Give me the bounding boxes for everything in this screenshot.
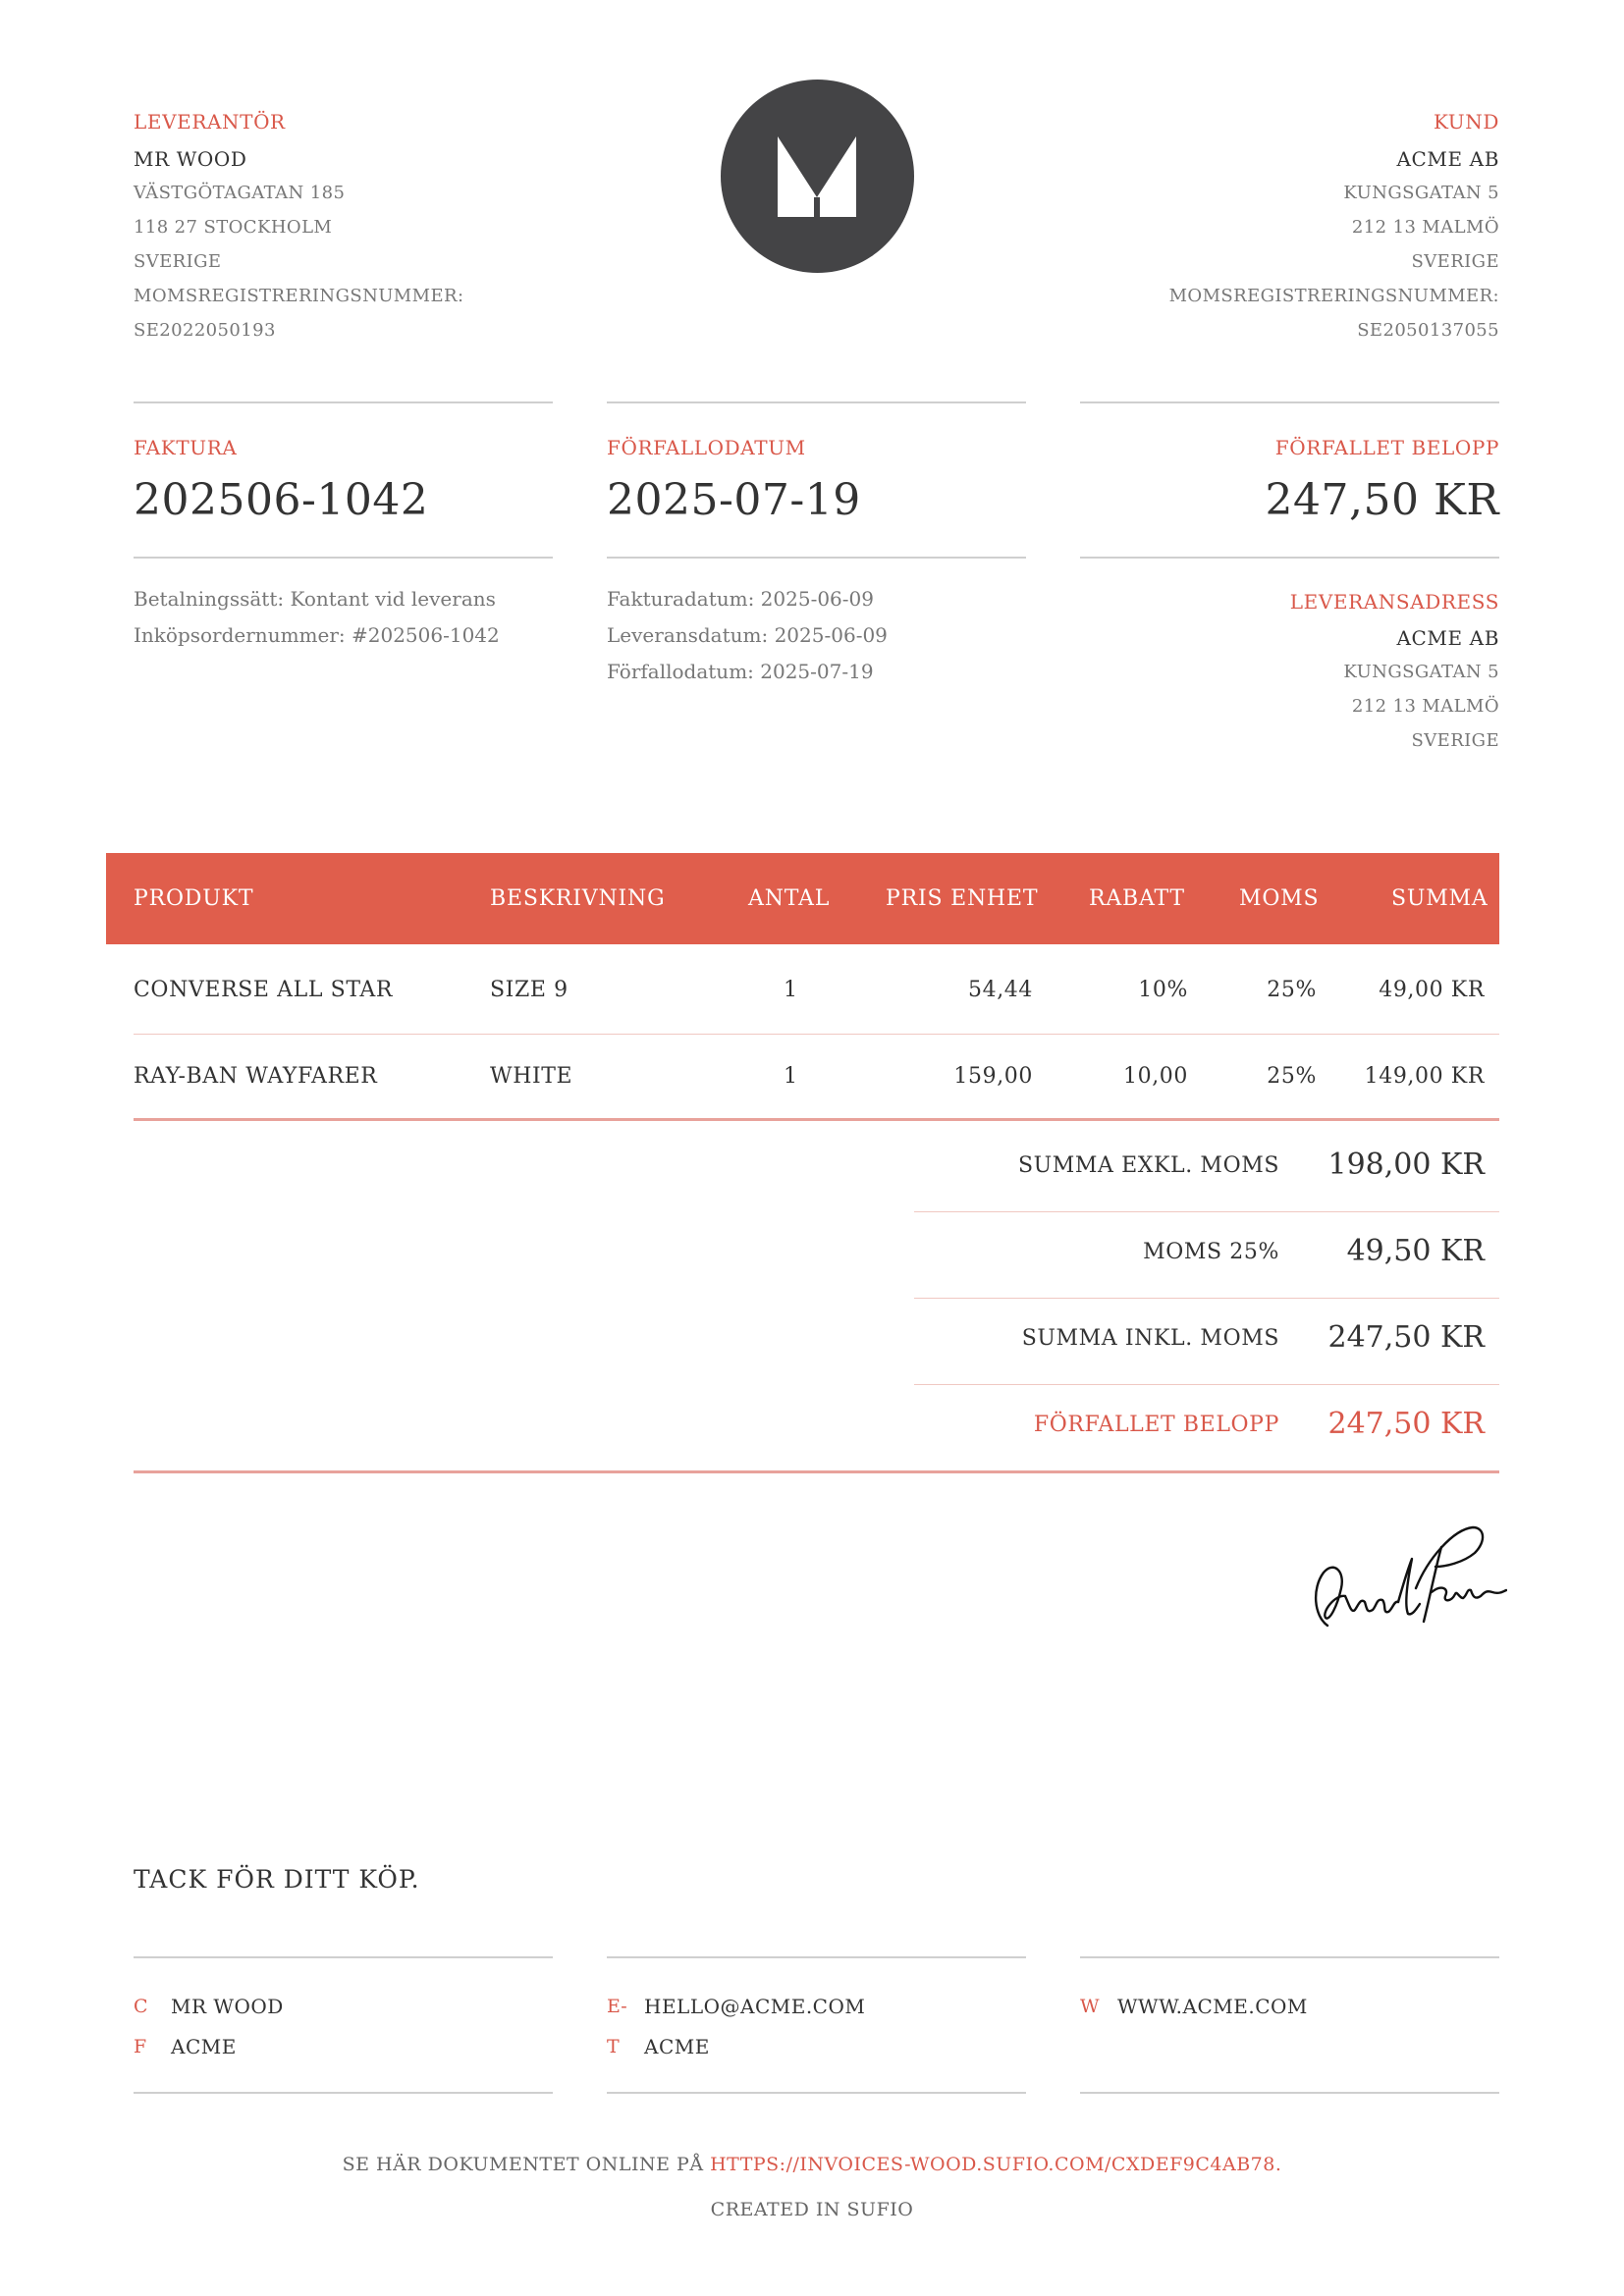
supplier-vat: SE2022050193: [134, 320, 276, 341]
contact-f-value: ACME: [171, 2035, 237, 2058]
m-logo-icon: [721, 80, 914, 273]
divider: [607, 401, 1026, 403]
divider: [1080, 401, 1499, 403]
online-document-link[interactable]: HTTPS://INVOICES-WOOD.SUFIO.COM/CXDEF9C4AB78.: [710, 2154, 1282, 2175]
divider: [1080, 557, 1499, 559]
customer-country: SVERIGE: [1411, 251, 1499, 272]
customer-heading: KUND: [1433, 110, 1499, 133]
cell-description: SIZE 9: [490, 978, 568, 1002]
supplier-heading: LEVERANTÖR: [134, 110, 286, 133]
cell-discount: 10,00: [1123, 1064, 1188, 1089]
contact-t-value: ACME: [644, 2035, 710, 2058]
contact-c-value: MR WOOD: [171, 1995, 284, 2018]
due-date: 2025-07-19: [607, 475, 861, 525]
supplier-address2: 118 27 STOCKHOLM: [134, 217, 333, 238]
cell-description: WHITE: [490, 1064, 573, 1089]
supplier-country: SVERIGE: [134, 251, 222, 272]
cell-sum: 49,00 KR: [1379, 978, 1485, 1002]
thanks-message: TACK FÖR DITT KÖP.: [134, 1865, 420, 1894]
delivery-heading: LEVERANSADRESS: [1289, 590, 1499, 614]
contact-email-link[interactable]: HELLO@ACME.COM: [644, 1995, 866, 2018]
totals-divider: [914, 1384, 1499, 1385]
divider: [134, 557, 553, 559]
customer-vat-label: MOMSREGISTRERINGSNUMMER:: [1168, 286, 1499, 306]
total-incl-vat-label: SUMMA INKL. MOMS: [1021, 1326, 1279, 1351]
totals-divider: [914, 1211, 1499, 1212]
totals-divider: [914, 1298, 1499, 1299]
customer-address1: KUNGSGATAN 5: [1343, 183, 1499, 203]
amount-due-total-value: 247,50 KR: [1327, 1407, 1485, 1441]
cell-quantity: 1: [784, 1064, 798, 1089]
total-incl-vat-value: 247,50 KR: [1327, 1320, 1485, 1355]
divider: [134, 2092, 553, 2094]
divider: [134, 401, 553, 403]
contact-w-label: W: [1080, 1996, 1100, 2017]
cell-product: RAY-BAN WAYFARER: [134, 1064, 378, 1089]
column-header-discount: RABATT: [1089, 886, 1185, 911]
customer-vat: SE2050137055: [1357, 320, 1499, 341]
amount-due-label: FÖRFALLET BELOPP: [1274, 436, 1499, 459]
delivery-date: Leveransdatum: 2025-06-09: [607, 623, 888, 647]
table-row: [0, 947, 1624, 1034]
cell-quantity: 1: [784, 978, 798, 1002]
delivery-address1: KUNGSGATAN 5: [1343, 662, 1499, 682]
created-in-sufio: CREATED IN SUFIO: [710, 2199, 914, 2220]
table-bottom-rule: [134, 1118, 1499, 1121]
invoice-number: 202506-1042: [134, 475, 429, 525]
column-header-quantity: ANTAL: [748, 886, 831, 911]
divider: [607, 1956, 1026, 1958]
online-notice: [0, 2154, 1624, 2175]
vat-label: MOMS 25%: [1143, 1240, 1279, 1264]
due-date-meta: Förfallodatum: 2025-07-19: [607, 660, 874, 683]
cell-discount: 10%: [1138, 978, 1188, 1002]
vat-value: 49,50 KR: [1346, 1234, 1485, 1268]
supplier-name: MR WOOD: [134, 147, 247, 171]
contact-e-label: E-: [607, 1996, 627, 2017]
column-header-unit-price: PRIS ENHET: [886, 886, 1039, 911]
cell-product: CONVERSE ALL STAR: [134, 978, 394, 1002]
subtotal-label: SUMMA EXKL. MOMS: [1017, 1153, 1279, 1178]
contact-f-label: F: [134, 2036, 147, 2057]
table-row: [0, 1034, 1624, 1120]
delivery-country: SVERIGE: [1411, 730, 1499, 751]
cell-sum: 149,00 KR: [1364, 1064, 1485, 1089]
column-header-sum: SUMMA: [1391, 886, 1489, 911]
payment-method: Betalningssätt: Kontant vid leverans: [134, 587, 496, 611]
due-date-label: FÖRFALLODATUM: [607, 436, 806, 459]
cell-vat: 25%: [1267, 978, 1317, 1002]
column-header-description: BESKRIVNING: [490, 886, 666, 911]
divider: [1080, 2092, 1499, 2094]
contact-t-label: T: [607, 2036, 620, 2057]
divider: [134, 1956, 553, 1958]
amount-due-total-label: FÖRFALLET BELOPP: [1033, 1413, 1279, 1437]
customer-name: ACME AB: [1396, 147, 1499, 171]
column-header-vat: MOMS: [1239, 886, 1320, 911]
cell-unit-price: 54,44: [968, 978, 1033, 1002]
customer-address2: 212 13 MALMÖ: [1351, 217, 1499, 238]
po-number: Inköpsordernummer: #202506-1042: [134, 623, 500, 647]
invoice-date: Fakturadatum: 2025-06-09: [607, 587, 874, 611]
cell-vat: 25%: [1267, 1064, 1317, 1089]
supplier-address1: VÄSTGÖTAGATAN 185: [134, 183, 346, 203]
column-header-product: PRODUKT: [134, 886, 254, 911]
divider: [1080, 1956, 1499, 1958]
delivery-address2: 212 13 MALMÖ: [1351, 696, 1499, 717]
subtotal-value: 198,00 KR: [1327, 1148, 1485, 1182]
divider: [607, 2092, 1026, 2094]
online-notice-prefix: SE HÄR DOKUMENTET ONLINE PÅ: [342, 2154, 704, 2175]
contact-website-link[interactable]: WWW.ACME.COM: [1117, 1995, 1308, 2018]
signature: [1306, 1520, 1507, 1637]
supplier-vat-label: MOMSREGISTRERINGSNUMMER:: [134, 286, 464, 306]
invoice-number-label: FAKTURA: [134, 436, 238, 459]
divider: [607, 557, 1026, 559]
totals-bottom-rule: [134, 1470, 1499, 1473]
delivery-name: ACME AB: [1396, 626, 1499, 650]
cell-unit-price: 159,00: [953, 1064, 1033, 1089]
contact-c-label: C: [134, 1996, 148, 2017]
amount-due: 247,50 KR: [1265, 475, 1499, 525]
